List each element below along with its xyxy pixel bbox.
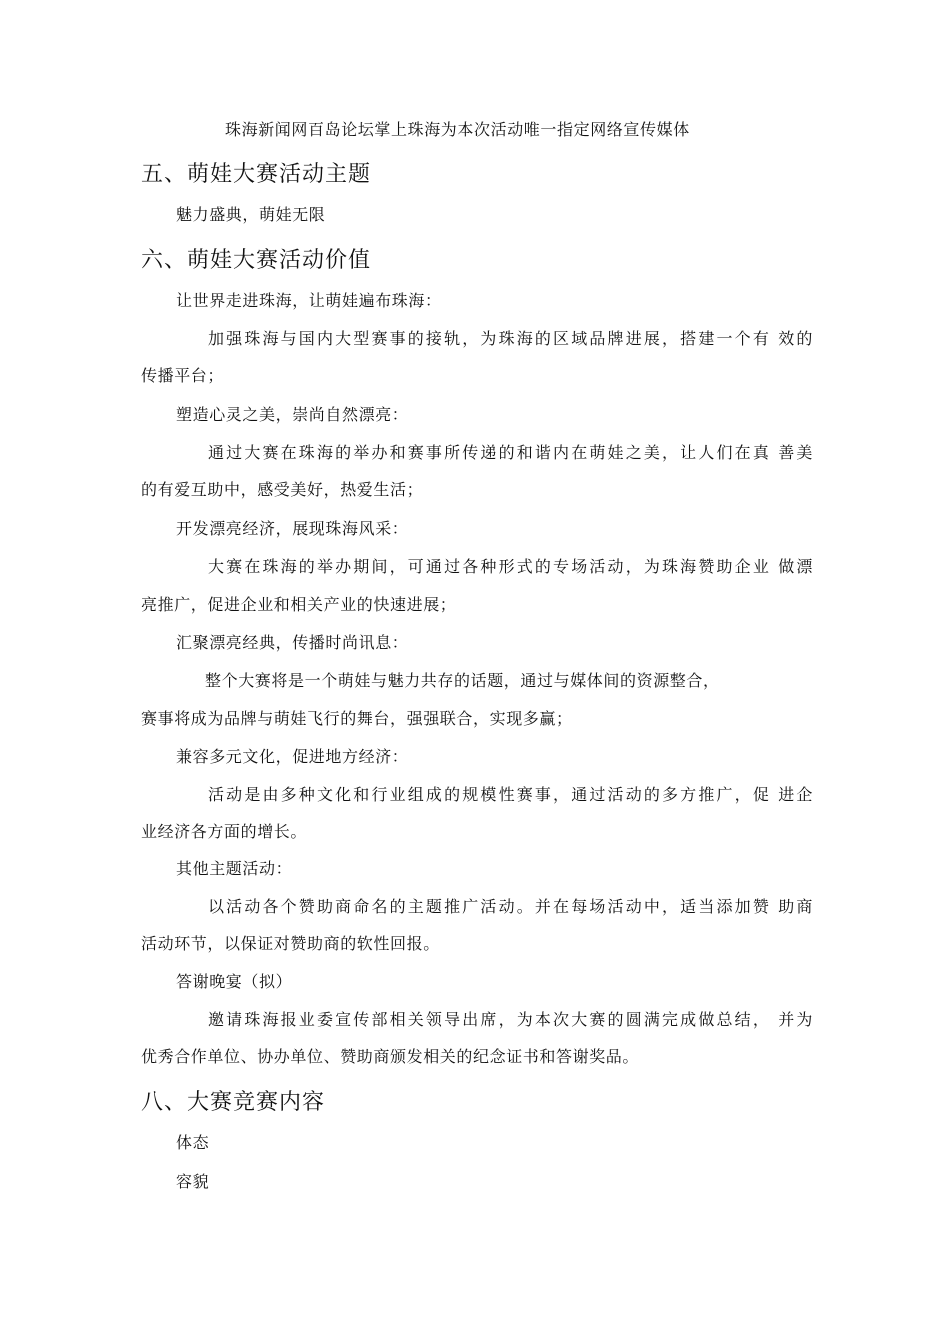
content-item: 容貌 [176, 1172, 210, 1191]
value-item-title: 答谢晚宴（拟） [176, 972, 293, 991]
value-item-line: 业经济各方面的增长。 [141, 822, 308, 841]
value-item-line: 传播平台； [141, 366, 225, 385]
value-item-line: 优秀合作单位、协办单位、赞助商颁发相关的纪念证书和答谢奖品。 [141, 1047, 640, 1066]
value-item-line: 活动环节，以保证对赞助商的软性回报。 [141, 934, 440, 953]
value-item-line: 亮推广，促进企业和相关产业的快速进展； [141, 595, 457, 614]
value-item-title: 让世界走进珠海，让萌娃遍布珠海： [176, 291, 442, 310]
content-item: 体态 [176, 1133, 210, 1152]
theme-text: 魅力盛典，萌娃无限 [176, 205, 326, 224]
value-item-line: 整个大赛将是一个萌娃与魅力共存的话题，通过与媒体间的资源整合， [205, 671, 720, 690]
value-item-title: 汇聚漂亮经典，传播时尚讯息： [176, 633, 409, 652]
value-item-line: 邀请珠海报业委宣传部相关领导出席，为本次大赛的圆满完成做总结， 并为 [208, 1010, 813, 1029]
value-item-title: 兼容多元文化，促进地方经济： [176, 747, 409, 766]
value-item-line: 通过大赛在珠海的举办和赛事所传递的和谐内在萌娃之美，让人们在真 善美 [208, 443, 813, 462]
value-item-line: 活动是由多种文化和行业组成的规模性赛事，通过活动的多方推广，促 进企 [208, 785, 813, 804]
value-item-line: 加强珠海与国内大型赛事的接轨，为珠海的区域品牌进展，搭建一个有 效的 [208, 329, 813, 348]
section-heading-theme: 五、萌娃大赛活动主题 [141, 162, 372, 187]
value-item-line: 的有爱互助中，感受美好，热爱生活； [141, 480, 424, 499]
value-item-title: 其他主题活动： [176, 859, 293, 878]
value-item-title: 开发漂亮经济，展现珠海风采： [176, 519, 409, 538]
section-heading-content: 八、大赛竞赛内容 [141, 1090, 326, 1115]
value-item-line: 大赛在珠海的举办期间，可通过各种形式的专场活动，为珠海赞助企业 做漂 [208, 557, 813, 576]
value-item-line: 赛事将成为品牌与萌娃飞行的舞台，强强联合，实现多赢； [141, 709, 573, 728]
value-item-line: 以活动各个赞助商命名的主题推广活动。并在每场活动中，适当添加赞 助商 [208, 897, 813, 916]
section-heading-value: 六、萌娃大赛活动价值 [141, 248, 372, 273]
intro-line: 珠海新闻网百岛论坛掌上珠海为本次活动唯一指定网络宣传媒体 [225, 120, 690, 139]
value-item-title: 塑造心灵之美，崇尚自然漂亮： [176, 405, 409, 424]
